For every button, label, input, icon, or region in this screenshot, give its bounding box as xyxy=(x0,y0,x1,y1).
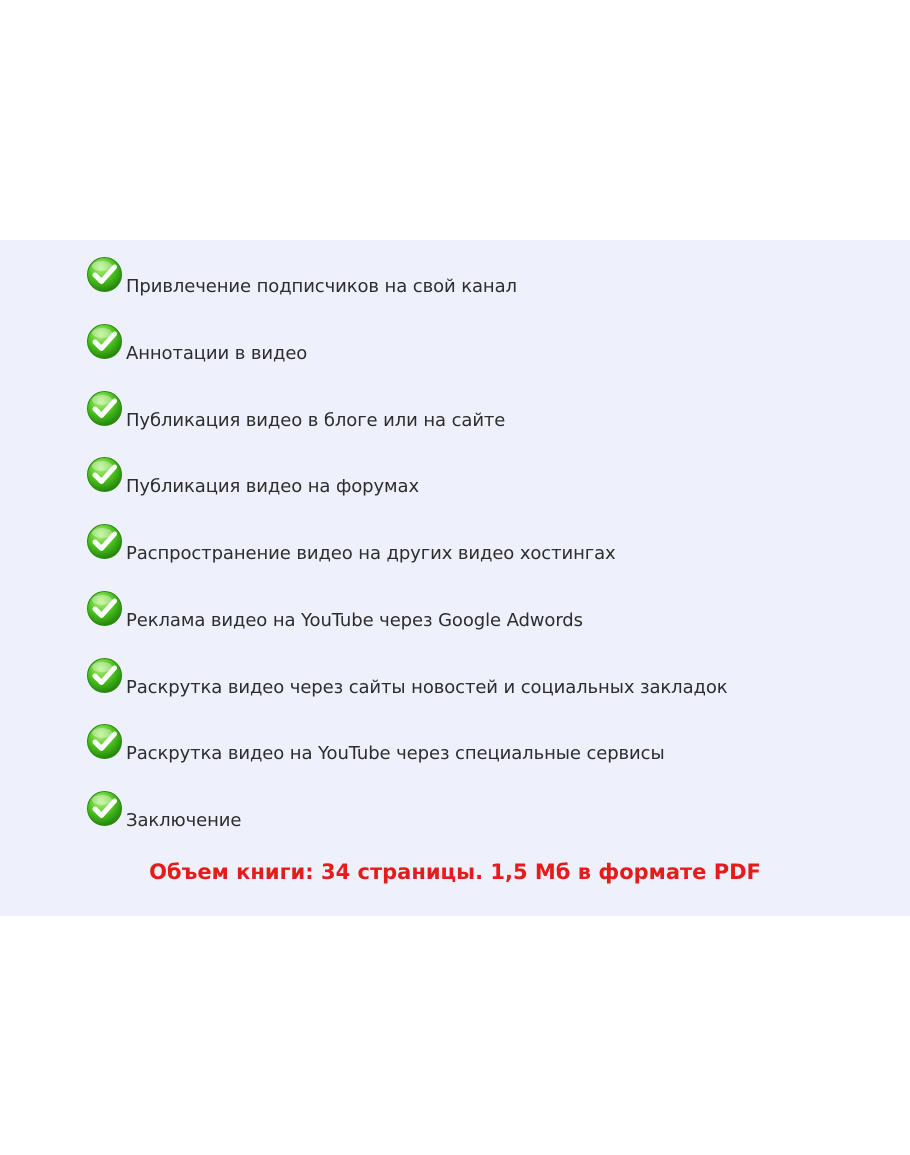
list-item-label: Публикация видео в блоге или на сайте xyxy=(126,409,506,431)
list-item-label: Заключение xyxy=(126,810,242,831)
green-checkmark-icon xyxy=(86,256,123,293)
list-item-label: Реклама видео на YouTube через Google Adwords xyxy=(126,609,583,631)
green-checkmark-icon xyxy=(86,657,123,694)
list-item-label: Раскрутка видео через сайты новостей и социальных закладок xyxy=(126,676,728,698)
list-item-label: Раскрутка видео на YouTube через специальные сервисы xyxy=(126,743,665,765)
list-item-label: Привлечение подписчиков на свой канал xyxy=(126,276,517,297)
book-size-note: Объем книги: 34 страницы. 1,5 Мб в формате PDF xyxy=(149,860,761,884)
green-checkmark-icon xyxy=(86,790,123,827)
list-item-label: Публикация видео на форумах xyxy=(126,476,420,498)
green-checkmark-icon xyxy=(86,590,123,627)
green-checkmark-icon xyxy=(86,323,123,360)
green-checkmark-icon xyxy=(86,456,123,493)
green-checkmark-icon xyxy=(86,723,123,760)
list-item-label: Распространение видео на других видео хостингах xyxy=(126,543,616,564)
green-checkmark-icon xyxy=(86,523,123,560)
list-item-label: Аннотации в видео xyxy=(126,342,308,364)
green-checkmark-icon xyxy=(86,390,123,427)
